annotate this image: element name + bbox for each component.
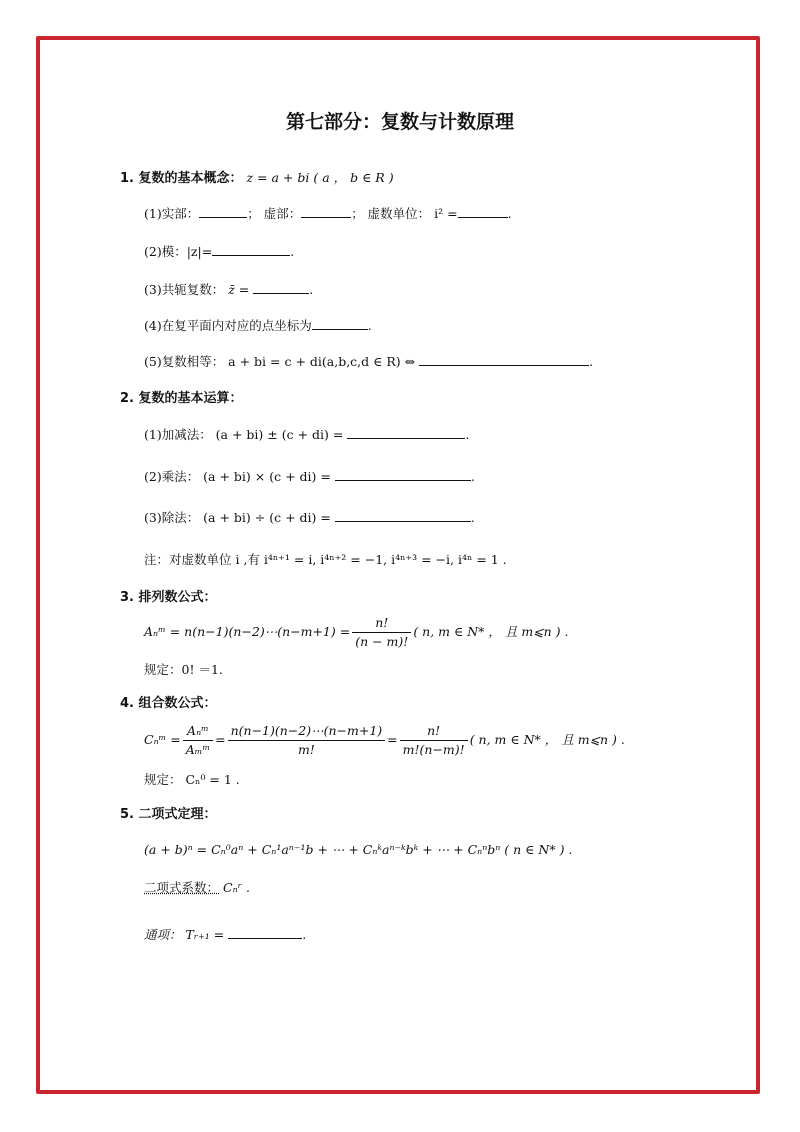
permutation-fraction (352, 615, 411, 650)
permutation-lhs: Aₙᵐ = n(n−1)(n−2)⋯(n−m+1) = (144, 624, 351, 639)
permutation-formula (144, 614, 569, 650)
permutation-rule (144, 660, 223, 680)
c-n-zero-rule: 规定： Cₙ⁰ = 1 . (144, 772, 240, 787)
fraction-denominator: (n − m)! (355, 634, 409, 649)
multiply-blank[interactable] (335, 468, 471, 481)
equals-sign: = (215, 732, 226, 747)
fraction-numerator: Aₙᵐ (183, 723, 213, 741)
section-5-heading: 5. 二项式定理： (120, 807, 217, 822)
point-coord-label: (4)在复平面内对应的点坐标为 (144, 318, 312, 333)
multiply-label: (2)乘法： (a + bi) × (c + di) = (144, 469, 331, 484)
general-term-label: 通项： Tᵣ₊₁ = (144, 927, 225, 942)
modulus-blank[interactable] (212, 243, 290, 256)
real-part-blank[interactable] (199, 205, 247, 218)
imag-unit-power-note: 注：对虚数单位 i ,有 i⁴ⁿ⁺¹ = i, i⁴ⁿ⁺² = −1, i⁴ⁿ⁺³ = −i, i⁴ⁿ = 1 . (144, 552, 507, 567)
real-part-label: (1)实部： (144, 206, 200, 221)
point-coord-blank[interactable] (312, 317, 368, 330)
s2-item-3 (144, 508, 475, 528)
zero-factorial-rule: 规定：0! ＝1. (144, 662, 223, 677)
combination-rule (144, 770, 240, 790)
period: . (470, 469, 475, 484)
s1-item-1 (144, 204, 512, 224)
period: . (302, 927, 307, 942)
imag-unit-label: ； 虚数单位： i² = (351, 206, 458, 221)
section-3 (120, 587, 217, 608)
period: . (470, 510, 475, 525)
period: . (290, 244, 295, 259)
s1-item-5 (144, 352, 593, 372)
conjugate-symbol: z̄ = (228, 282, 250, 297)
divide-blank[interactable] (335, 509, 471, 522)
imag-part-blank[interactable] (301, 205, 351, 218)
divide-label: (3)除法： (a + bi) ÷ (c + di) = (144, 510, 331, 525)
combination-fraction-1 (183, 723, 213, 758)
conjugate-blank[interactable] (253, 281, 309, 294)
fraction-numerator: n! (400, 723, 468, 741)
general-term (144, 925, 306, 945)
permutation-condition: ( n, m ∈ N* ， 且 m⩽n ) . (413, 624, 569, 639)
combination-fraction-3 (400, 723, 468, 758)
s1-item-3 (144, 280, 313, 300)
page-title: 第七部分：复数与计数原理 (285, 111, 514, 133)
section-2-heading: 2. 复数的基本运算： (120, 391, 243, 406)
s1-item-4 (144, 316, 372, 336)
s1-item-2 (144, 242, 294, 262)
period: . (507, 206, 512, 221)
combination-lhs: Cₙᵐ = (144, 732, 181, 747)
fraction-denominator: m!(n−m)! (402, 742, 465, 757)
binomial-coef-symbol: Cₙʳ . (223, 880, 250, 895)
section-5 (120, 804, 217, 825)
binomial-coef-label: 二项式系数： (144, 880, 220, 895)
section-4 (120, 693, 217, 714)
section-2 (120, 388, 243, 409)
fraction-denominator: m! (297, 742, 315, 757)
s2-item-1 (144, 425, 469, 445)
period: . (367, 318, 372, 333)
section-4-heading: 4. 组合数公式： (120, 696, 217, 711)
period: . (589, 354, 594, 369)
combination-formula (144, 720, 625, 760)
add-sub-label: (1)加减法： (a + bi) ± (c + di) = (144, 427, 344, 442)
section-1-formula: z = a + bi ( a ， b ∈ R ) (246, 170, 394, 185)
combination-fraction-2 (228, 723, 386, 758)
fraction-numerator: n! (352, 615, 411, 633)
binomial-coefficient (144, 878, 250, 898)
conjugate-label: (3)共轭复数： (144, 282, 225, 297)
imag-unit-blank[interactable] (458, 205, 508, 218)
section-1-heading: 1. 复数的基本概念： (120, 171, 243, 186)
binomial-formula: (a + b)ⁿ = Cₙ⁰aⁿ + Cₙ¹aⁿ⁻¹b + ⋯ + Cₙᵏaⁿ⁻ᵏbᵏ + ⋯ + Cₙⁿbⁿ ( n ∈ N* ) . (144, 842, 573, 857)
binomial-theorem (144, 840, 572, 860)
equality-label: (5)复数相等： a + bi = c + di(a,b,c,d ∈ R) ⇔ (144, 354, 416, 369)
period: . (309, 282, 314, 297)
add-sub-blank[interactable] (347, 426, 465, 439)
equality-blank[interactable] (419, 353, 589, 366)
modulus-label: (2)模：|z|= (144, 244, 213, 259)
s2-note (144, 550, 507, 570)
imag-part-label: ； 虚部： (247, 206, 302, 221)
period: . (465, 427, 470, 442)
fraction-numerator: n(n−1)(n−2)⋯(n−m+1) (228, 723, 386, 741)
section-1 (120, 168, 394, 189)
fraction-denominator: Aₘᵐ (185, 742, 211, 757)
combination-condition: ( n, m ∈ N* ， 且 m⩽n ) . (469, 732, 625, 747)
general-term-blank[interactable] (228, 926, 302, 939)
s2-item-2 (144, 467, 475, 487)
equals-sign: = (387, 732, 398, 747)
section-3-heading: 3. 排列数公式： (120, 590, 217, 605)
